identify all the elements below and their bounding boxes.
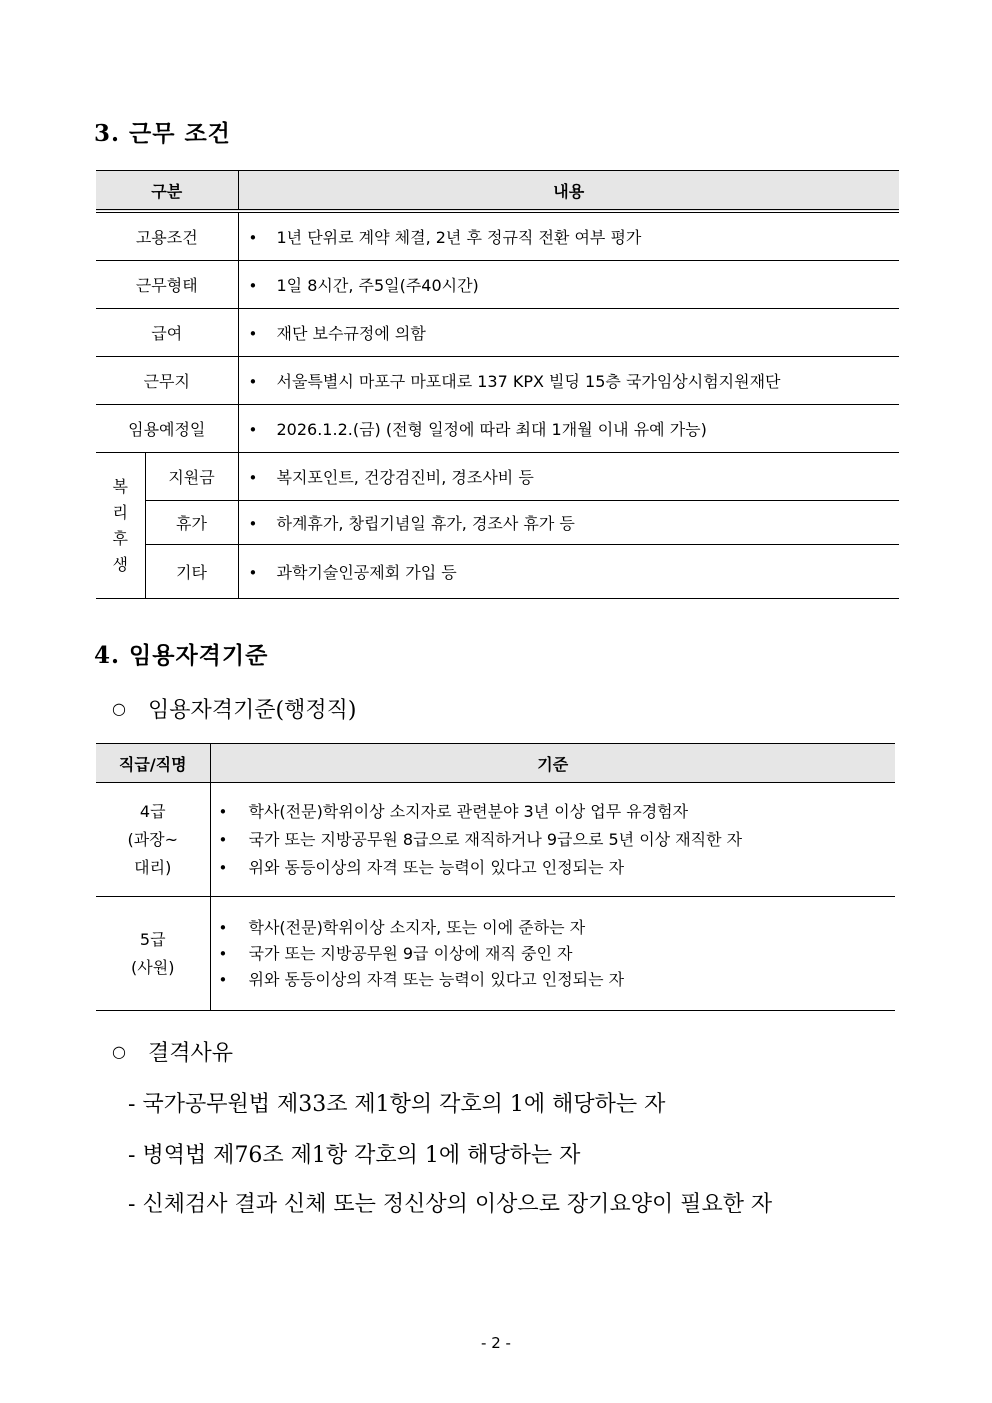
criteria-text: 위와 동등이상의 자격 또는 능력이 있다고 인정되는 자 [248,857,625,877]
section-3-title: 3. 근무 조건 [94,120,231,147]
bullet-icon: • [248,421,258,439]
header-content: 내용 [238,171,899,212]
qualification-table [96,743,895,1011]
dash-mark: - [128,1092,136,1117]
criteria-text: 학사(전문)학위이상 소지자로 관련분야 3년 이상 업무 유경험자 [248,801,689,821]
bullet-icon: • [218,944,228,963]
criteria-item [219,967,896,993]
disqualification-item [128,1187,772,1218]
row-content-text: 복지포인트, 건강검진비, 경조사비 등 [276,468,534,487]
page-number: - 2 - [481,1334,511,1352]
row-content [238,357,899,405]
dash-mark: - [128,1143,136,1168]
bullet-icon: • [248,469,258,487]
criteria-item [219,826,896,854]
row-content-text: 1년 단위로 계약 체결, 2년 후 정규직 전환 여부 평가 [276,228,642,247]
disqualification-item [128,1087,665,1118]
disqualification-title [112,1036,233,1067]
rank-line: (사원) [131,957,175,977]
bullet-icon: • [218,918,228,937]
bullet-icon: • [248,229,258,247]
row-content [238,453,899,501]
row-content [238,501,899,545]
bullet-icon: • [218,858,228,877]
disqualification-title-text: 결격사유 [148,1041,234,1066]
criteria-cell [210,897,895,1011]
row-content-text: 1일 8시간, 주5일(주40시간) [276,276,479,295]
bullet-icon: • [248,564,258,582]
rank-line: 5급 [139,929,166,949]
header-rank: 직급/직명 [96,744,210,783]
table-row [96,897,895,1011]
row-content-text: 재단 보수규정에 의함 [276,324,426,343]
disqualification-text: 병역법 제76조 제1항 각호의 1에 해당하는 자 [142,1143,581,1168]
welfare-char: 리 [112,502,128,522]
table-header-row [96,171,899,212]
row-content-text: 서울특별시 마포구 마포대로 137 KPX 빌딩 15층 국가임상시험지원재단 [276,372,781,391]
row-label: 임용예정일 [96,405,238,453]
row-label: 기타 [145,545,238,599]
bullet-icon: • [248,373,258,391]
row-content [238,309,899,357]
row-label: 고용조건 [96,211,238,261]
table-row [96,783,895,897]
circle-bullet-icon: ○ [112,1042,126,1061]
criteria-item [219,941,896,967]
table-row [96,545,899,599]
welfare-char: 후 [112,528,128,548]
row-label: 급여 [96,309,238,357]
table-row [96,357,899,405]
criteria-item [219,854,896,882]
row-content [238,405,899,453]
dash-mark: - [128,1192,136,1217]
welfare-char: 생 [112,554,128,574]
disqualification-text: 국가공무원법 제33조 제1항의 각호의 1에 해당하는 자 [142,1092,666,1117]
bullet-icon: • [248,277,258,295]
bullet-icon: • [218,802,228,821]
welfare-char: 복 [112,476,128,496]
disqualification-text: 신체검사 결과 신체 또는 정신상의 이상으로 장기요양이 필요한 자 [142,1192,773,1217]
row-label: 지원금 [145,453,238,501]
welfare-group-label [96,453,145,599]
work-conditions-table [96,170,899,599]
criteria-item [219,915,896,941]
row-content-text: 과학기술인공제회 가입 등 [276,563,457,582]
row-content [238,545,899,599]
row-content-text: 2026.1.2.(금) (전형 일정에 따라 최대 1개월 이내 유예 가능) [276,420,707,439]
bullet-icon: • [218,830,228,849]
criteria-text: 국가 또는 지방공무원 8급으로 재직하거나 9급으로 5년 이상 재직한 자 [248,829,743,849]
bullet-icon: • [248,515,258,533]
bullet-icon: • [218,970,228,989]
table-row [96,405,899,453]
criteria-text: 위와 동등이상의 자격 또는 능력이 있다고 인정되는 자 [248,969,625,989]
table-header-row [96,744,895,783]
table-row [96,261,899,309]
rank-cell [96,897,210,1011]
criteria-cell [210,783,895,897]
rank-line: 대리) [134,857,172,877]
row-content [238,261,899,309]
subtitle-text: 임용자격기준(행정직) [148,698,357,723]
bullet-icon: • [248,325,258,343]
criteria-text: 국가 또는 지방공무원 9급 이상에 재직 중인 자 [248,943,573,963]
row-label: 근무지 [96,357,238,405]
criteria-text: 학사(전문)학위이상 소지자, 또는 이에 준하는 자 [248,917,586,937]
table-row [96,211,899,261]
rank-cell [96,783,210,897]
criteria-item [219,798,896,826]
row-content-text: 하계휴가, 창립기념일 휴가, 경조사 휴가 등 [276,514,575,533]
table-row [96,501,899,545]
row-content [238,211,899,261]
table-row [96,309,899,357]
row-label: 휴가 [145,501,238,545]
table-row [96,453,899,501]
row-label: 근무형태 [96,261,238,309]
section-4-title: 4. 임용자격기준 [94,642,269,669]
rank-line: 4급 [139,801,166,821]
header-category: 구분 [96,171,238,212]
rank-line: (과장~ [127,829,179,849]
disqualification-item [128,1138,580,1169]
header-criteria: 기준 [210,744,895,783]
qualification-subtitle [112,693,356,724]
circle-bullet-icon: ○ [112,699,126,718]
